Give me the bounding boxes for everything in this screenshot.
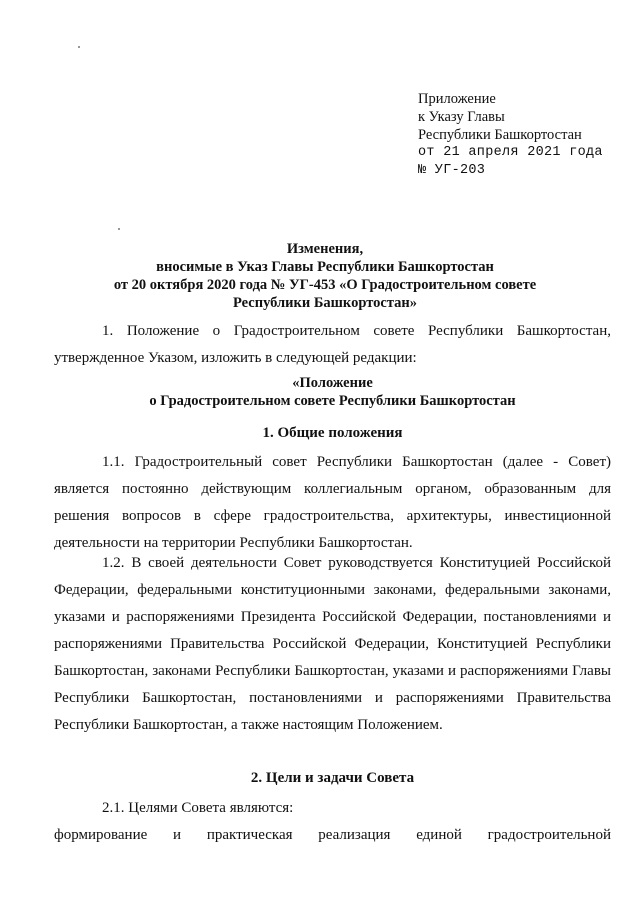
- document-title: [80, 240, 570, 312]
- regulation-title: [54, 374, 611, 410]
- scan-speck: [78, 46, 80, 48]
- appendix-line: Приложение: [418, 91, 496, 107]
- intro-paragraph: 1. Положение о Градостроительном совете Республики Башкортостан, утвержденное Указом, изложить в следующей редакции:: [54, 323, 611, 366]
- regulation-title-line: о Градостроительном совете Республики Башкортостан: [149, 393, 516, 409]
- title-line: от 20 октября 2020 года № УГ-453 «О Градостроительном совете: [113, 277, 537, 293]
- regulation-title-line: «Положение: [292, 375, 373, 391]
- title-line: Изменения,: [286, 241, 364, 257]
- appendix-block: [418, 90, 603, 180]
- section-heading-2: 2. Цели и задачи Совета: [250, 770, 415, 786]
- appendix-line: к Указу Главы: [418, 109, 505, 125]
- paragraph-2-1: 2.1. Целями Совета являются:: [102, 800, 294, 816]
- section-heading-1: 1. Общие положения: [262, 425, 403, 441]
- appendix-date: от 21 апреля 2021 года: [418, 145, 603, 160]
- title-line: Республики Башкортостан»: [233, 295, 417, 311]
- appendix-number: № УГ-203: [418, 163, 486, 178]
- title-line: вносимые в Указ Главы Республики Башкортостан: [156, 259, 494, 275]
- scan-speck: [118, 228, 120, 230]
- paragraph-2-1-item: формирование и практическая реализация единой градостроительной: [54, 827, 611, 843]
- paragraph-1-1: 1.1. Градостроительный совет Республики Башкортостан (далее - Совет) является постоянно действующим коллегиальным органом, образованным для решения вопросов в сфере градостроительства, архитектуры, инвестиционной деятельности на территории Республики Башкортостан.: [54, 454, 611, 551]
- paragraph-1-2: 1.2. В своей деятельности Совет руководствуется Конституцией Российской Федерации, федеральными конституционными законами, федеральными законами, указами и распоряжениями Президента Российской Федерации, постановлениями и распоряжениями Правительства Российской Федерации, Конституцией Республики Башкортостан, законами Республики Башкортостан, указами и распоряжениями Главы Республики Башкортостан, постановлениями и распоряжениями Правительства Республики Башкортостан, а также настоящим Положением.: [54, 555, 611, 733]
- appendix-line: Республики Башкортостан: [418, 127, 582, 143]
